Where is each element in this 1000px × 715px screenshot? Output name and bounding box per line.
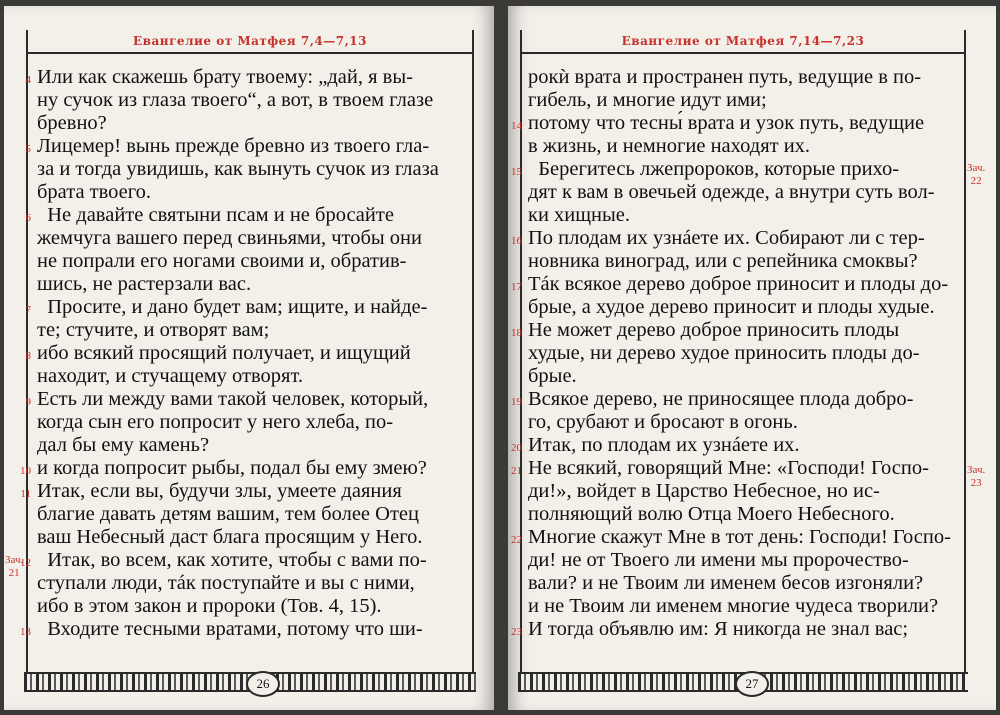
text-line	[37, 319, 449, 342]
text-line	[25, 204, 449, 227]
verse-text: ибо в этом закон и пророки (Тов. 4, 15).	[37, 595, 382, 617]
verse-number: 13	[20, 626, 31, 638]
left-body-text	[20, 66, 449, 641]
verse-text: новника виноград, или с репейника смоквы?	[528, 250, 918, 272]
verse-text: брые.	[528, 365, 577, 387]
verse-number: 18	[511, 327, 522, 339]
verse-text: ибо всякий просящий получает, и ищущий	[37, 342, 411, 364]
verse-text: Входите тесными вратами, потому что ши-	[37, 618, 423, 640]
verse-text: когда сын его попросит у него хлеба, по-	[37, 411, 394, 433]
verse-number: 17	[511, 281, 522, 293]
text-line	[528, 250, 948, 273]
text-line	[528, 572, 948, 595]
verse-text: Итак, если вы, будучи злы, умеете даяния	[37, 480, 402, 502]
verse-text: рокѝ врата и пространен путь, ведущие в по-	[528, 66, 922, 88]
verse-text: ну сучок из глаза твоего“, а вот, в твоем глазе	[37, 89, 434, 111]
text-line	[528, 181, 948, 204]
text-line	[25, 296, 449, 319]
text-line	[25, 135, 449, 158]
text-line	[511, 526, 951, 549]
text-line	[20, 480, 449, 503]
zachalo-label: Зач.	[967, 464, 986, 476]
text-line	[511, 158, 948, 181]
verse-number: 10	[20, 465, 31, 477]
verse-text: в жизнь, и немногие находят их.	[528, 135, 811, 157]
verse-text: и когда попросит рыбы, подал бы ему змею?	[37, 457, 427, 479]
verse-text: за и тогда увидишь, как вынуть сучок из глаза	[37, 158, 439, 180]
verse-number: 4	[25, 74, 31, 86]
verse-number: 8	[25, 350, 31, 362]
page-number: 27	[735, 671, 769, 697]
text-line	[37, 227, 449, 250]
page-number: 26	[246, 671, 280, 697]
verse-number: 12	[20, 557, 31, 569]
verse-number: 14	[511, 120, 522, 132]
verse-text: Есть ли между вами такой человек, который,	[37, 388, 429, 410]
verse-text: находит, и стучащему отворят.	[37, 365, 303, 387]
text-line	[511, 112, 948, 135]
text-line	[511, 434, 948, 457]
running-head: Евангелие от Матфея 7,4—7,13	[133, 34, 367, 48]
text-line	[528, 411, 948, 434]
text-line	[20, 457, 449, 480]
verse-number: 9	[25, 396, 31, 408]
zachalo-label: Зач.	[967, 162, 986, 174]
zachalo-marker	[967, 162, 985, 188]
text-line	[511, 273, 949, 296]
text-line	[37, 112, 449, 135]
verse-text: И тогда объявлю им: Я никогда не знал вас;	[528, 618, 909, 640]
zachalo-number: 22	[970, 175, 982, 187]
verse-number: 6	[25, 212, 31, 224]
verse-text: Итак, по плодам их узнáете их.	[528, 434, 800, 456]
text-line	[20, 618, 449, 641]
verse-text: благие давать детям вашим, тем более Отец	[37, 503, 419, 525]
text-line	[528, 342, 948, 365]
verse-number: 16	[511, 235, 522, 247]
verse-text: Лицемер! вынь прежде бревно из твоего гла-	[37, 135, 430, 157]
verse-number: 11	[20, 488, 31, 500]
verse-text: вали? и не Твоим ли именем бесов изгоняли?	[528, 572, 924, 594]
text-line	[511, 319, 948, 342]
running-head: Евангелие от Матфея 7,14—7,23	[621, 34, 865, 48]
verse-text: полняющий волю Отца Моего Небесного.	[528, 503, 895, 525]
text-line	[511, 457, 948, 480]
zachalo-marker	[967, 464, 985, 490]
text-line	[37, 572, 449, 595]
head-rule	[522, 52, 964, 54]
left-page	[4, 6, 494, 710]
text-line	[37, 526, 449, 549]
verse-text: Не всякий, говорящий Мне: «Господи! Госпо-	[528, 457, 929, 479]
verse-text: дят к вам в овечьей одежде, а внутри суть вол-	[528, 181, 935, 203]
verse-text: Или как скажешь брату твоему: „дай, я вы-	[37, 66, 413, 88]
text-line	[25, 388, 449, 411]
text-line	[37, 434, 449, 457]
zachalo-number: 23	[970, 477, 982, 489]
verse-number: 19	[511, 396, 522, 408]
right-body-text	[511, 66, 951, 641]
zachalo-label: Зач.	[5, 554, 24, 566]
right-page	[508, 6, 996, 710]
text-line	[528, 204, 948, 227]
text-line	[37, 250, 449, 273]
verse-text: Не давайте святыни псам и не бросайте	[37, 204, 394, 226]
text-line	[25, 66, 449, 89]
verse-text: ступали люди, тáк поступайте и вы с ними,	[37, 572, 415, 594]
verse-text: не попрали его ногами своими и, обратив-	[37, 250, 407, 272]
verse-text: ваш Небесный даст блага просящим у Него.	[37, 526, 423, 548]
verse-text: го, срубают и бросают в огонь.	[528, 411, 798, 433]
verse-text: худые, ни дерево худое приносить плоды до-	[528, 342, 920, 364]
verse-number: 22	[511, 534, 522, 546]
verse-text: и не Твоим ли именем многие чудеса творили?	[528, 595, 939, 617]
verse-text: те; стучите, и отворят вам;	[37, 319, 270, 341]
verse-text: шись, не растерзали вас.	[37, 273, 252, 295]
verse-text: ки хищные.	[528, 204, 631, 226]
text-line	[528, 66, 948, 89]
text-line	[511, 618, 948, 641]
text-line	[528, 89, 948, 112]
text-line	[528, 135, 948, 158]
text-line	[528, 296, 948, 319]
verse-text: бревно?	[37, 112, 107, 134]
zachalo-marker	[5, 554, 23, 580]
text-line	[20, 549, 449, 572]
verse-text: По плодам их узнáете их. Собирают ли с тер-	[528, 227, 925, 249]
verse-number: 5	[25, 143, 31, 155]
text-line	[528, 595, 948, 618]
verse-text: потому что тесны́ врата и узок путь, ведущие	[528, 112, 925, 134]
text-line	[37, 411, 449, 434]
verse-text: ди!», войдет в Царство Небесное, но ис-	[528, 480, 880, 502]
verse-text: жемчуга вашего перед свиньями, чтобы они	[37, 227, 422, 249]
head-rule	[28, 52, 472, 54]
verse-text: Просите, и дано будет вам; ищите, и найде-	[37, 296, 428, 318]
text-line	[511, 388, 948, 411]
text-line	[37, 273, 449, 296]
verse-text: Берегитесь лжепророков, которые прихо-	[528, 158, 900, 180]
text-line	[37, 503, 449, 526]
verse-number: 23	[511, 626, 522, 638]
verse-number: 21	[511, 465, 522, 477]
text-line	[37, 595, 449, 618]
verse-number: 20	[511, 442, 522, 454]
verse-text: дал бы ему камень?	[37, 434, 210, 456]
verse-text: Итак, во всем, как хотите, чтобы с вами по-	[37, 549, 427, 571]
text-line	[528, 365, 948, 388]
text-line	[37, 365, 449, 388]
verse-text: брата твоего.	[37, 181, 152, 203]
text-line	[37, 89, 449, 112]
verse-text: ди! не от Твоего ли имени мы пророчество-	[528, 549, 909, 571]
verse-text: Тáк всякое дерево доброе приносит и плоды до-	[528, 273, 949, 295]
text-line	[511, 227, 948, 250]
text-line	[528, 503, 948, 526]
verse-text: Многие скажут Мне в тот день: Господи! Госпо-	[528, 526, 951, 548]
verse-text: Всякое дерево, не приносящее плода добро-	[528, 388, 914, 410]
verse-text: гибель, и многие идут ими;	[528, 89, 767, 111]
verse-number: 7	[25, 304, 31, 316]
verse-number: 15	[511, 166, 522, 178]
text-line	[25, 342, 449, 365]
zachalo-number: 21	[8, 567, 20, 579]
text-line	[528, 480, 948, 503]
verse-text: Не может дерево доброе приносить плоды	[528, 319, 900, 341]
text-line	[37, 158, 449, 181]
text-line	[528, 549, 948, 572]
text-line	[37, 181, 449, 204]
verse-text: брые, а худое дерево приносит и плоды худые.	[528, 296, 935, 318]
